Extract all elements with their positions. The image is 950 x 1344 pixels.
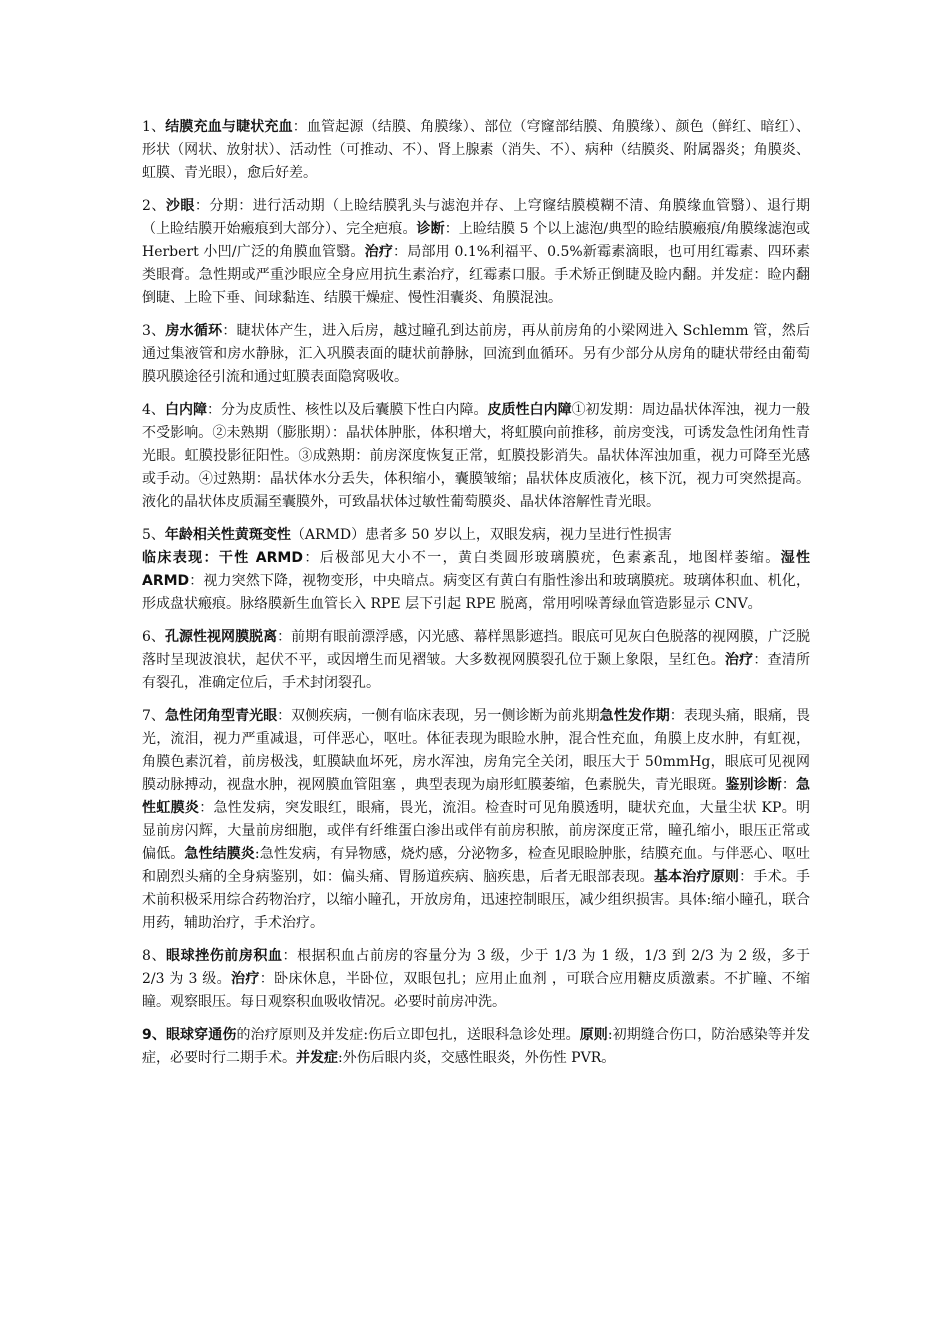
section-paragraph-7 — [142, 705, 810, 935]
body-text: 4、 — [142, 402, 165, 418]
body-text: 的治疗原则及并发症:伤后立即包扎，送眼科急诊处理。 — [236, 1027, 580, 1043]
body-text: ：前期有眼前漂浮感，闪光感、幕样黑影遮挡。眼底可见灰白色脱落的视网膜，广泛脱落时呈现波浪状，起伏不平，或因增生而见褶皱。大多数视网膜裂孔位于颞上象限，呈红色。 — [142, 629, 810, 668]
bold-term: 结膜充血与睫状充血 — [165, 119, 293, 135]
section-paragraph-9 — [142, 1024, 810, 1070]
section-paragraph-6 — [142, 626, 810, 695]
bold-term: 治疗 — [724, 652, 754, 668]
bold-term: 孔源性视网膜脱离 — [164, 629, 278, 645]
body-text: ：手术。手术前积极采用综合药物治疗，以缩小瞳孔，开放房角，迅速控制眼压，减少组织损害。具体:缩小瞳孔，联合用药，辅助治疗，手术治疗。 — [142, 869, 811, 931]
bold-term: 原则 — [579, 1027, 608, 1043]
body-text: ：后极部见大小不一，黄白类圆形玻璃膜疣，色素紊乱，地图样萎缩。 — [302, 550, 781, 566]
body-text: 3、 — [142, 323, 166, 339]
bold-term: 白内障 — [164, 402, 208, 418]
bold-term: 治疗 — [230, 971, 260, 987]
bold-term: 眼球挫伤前房积血 — [166, 948, 283, 964]
body-text: 1、 — [142, 119, 166, 135]
bold-term: 临床表现：干性 ARMD — [142, 550, 303, 566]
bold-term: 沙眼 — [165, 198, 195, 214]
body-text: （ARMD）患者多 50 岁以上，双眼发病，视力呈进行性损害 — [290, 527, 672, 543]
body-text: :初期缝合伤口，防治感染等并发症，必要时行二期手术。 — [142, 1027, 811, 1066]
section-paragraph-4 — [142, 399, 810, 514]
body-text: 8、 — [142, 948, 167, 964]
bold-term: 急性发作期 — [599, 708, 670, 724]
bold-term: 治疗 — [364, 244, 394, 260]
body-text: ：血管起源（结膜、角膜缘）、部位（穹窿部结膜、角膜缘）、颜色（鲜红、暗红）、形状（网状、放射状）、活动性（可推动、不）、肾上腺素（消失、不）、病种（结膜炎、附属器炎；角膜炎、虹膜、青光眼），愈后好差。 — [142, 119, 810, 181]
section-paragraph-5 — [142, 524, 810, 616]
body-text: 7、 — [142, 708, 165, 724]
bold-term: 年龄相关性黄斑变性 — [164, 527, 291, 543]
body-text: ：局部用 0.1%利福平、0.5%新霉素滴眼，也可用红霉素、四环素类眼膏。急性期或严重沙眼应全身应用抗生素治疗，红霉素口服。手术矫正倒睫及睑内翻。并发症：睑内翻倒睫、上睑下垂、间球黏连、结膜干燥症、慢性泪囊炎、角膜混浊。 — [142, 244, 810, 306]
document-page — [142, 116, 810, 1080]
section-paragraph-1 — [142, 116, 810, 185]
body-text: :急性发病，有异物感，烧灼感，分泌物多，检查见眼睑肿胀，结膜充血。与伴恶心、呕吐和剧烈头痛的全身病鉴别，如：偏头痛、胃肠道疾病、脑疾患，后者无眼部表现。 — [142, 846, 811, 885]
section-paragraph-2 — [142, 195, 810, 310]
bold-term: 湿性 ARMD — [142, 550, 811, 589]
body-text: ：查清所有裂孔，准确定位后，手术封闭裂孔。 — [142, 652, 811, 691]
bold-term: 急性结膜炎 — [184, 846, 255, 862]
body-text: 2、 — [142, 198, 166, 214]
body-text: ： — [781, 777, 797, 793]
body-text: ①初发期：周边晶状体浑浊，视力一般不受影响。②未熟期（膨胀期）：晶状体肿胀，体积增大，将虹膜向前推移，前房变浅，可诱发急性闭角性青光眼。虹膜投影征阳性。③成熟期：前房深度恢复正常，虹膜投影消失。晶状体浑浊加重，视力可降至光感或手动。④过熟期：晶状体水分丢失，体积缩小，囊膜皱缩；晶状体皮质液化，核下沉，视力可突然提高。液化的晶状体皮质漏至囊膜外，可致晶状体过敏性葡萄膜炎、晶状体溶解性青光眼。 — [142, 402, 811, 510]
body-text: ：根据积血占前房的容量分为 3 级，少于 1/3 为 1 级，1/3 到 2/3 为 2 级，多于 2/3 为 3 级。 — [142, 948, 810, 987]
section-paragraph-3 — [142, 320, 810, 389]
body-text: ：分为皮质性、核性以及后囊膜下性白内障。 — [207, 402, 488, 418]
bold-term: 急性闭角型青光眼 — [164, 708, 278, 724]
bold-term: 并发症 — [296, 1050, 338, 1066]
body-text: ：睫状体产生，进入后房，越过瞳孔到达前房，再从前房角的小梁网进入 Schlemm 管，然后通过集液管和房水静脉，汇入巩膜表面的睫状前静脉，回流到血循环。另有少部分从房角的睫状带经由葡萄膜巩膜途径引流和通过虹膜表面隐窝吸收。 — [142, 323, 810, 385]
body-text: ：视力突然下降，视物变形，中央暗点。病变区有黄白有脂性渗出和玻璃膜疣。玻璃体积血、机化，形成盘状瘢痕。脉络膜新生血管长入 RPE 层下引起 RPE 脱离，常用吲哚菁绿血管造影显示 CNV。 — [142, 573, 810, 612]
bold-term: 鉴别诊断 — [725, 777, 782, 793]
bold-term: 皮质性白内障 — [487, 402, 572, 418]
body-text: ：急性发病，突发眼红，眼痛，畏光，流泪。检查时可见角膜透明，睫状充血，大量尘状 KP。明显前房闪辉，大量前房细胞，或伴有纤维蛋白渗出或伴有前房积脓，前房深度正常，瞳孔缩小，眼压正常或偏低。 — [142, 800, 811, 862]
body-text: ：双侧疾病，一侧有临床表现，另一侧诊断为前兆期 — [277, 708, 600, 724]
bold-term: 急性虹膜炎 — [142, 777, 811, 816]
body-text: 6、 — [142, 629, 165, 645]
body-text: :外伤后眼内炎，交感性眼炎，外伤性 PVR。 — [338, 1050, 616, 1066]
body-text: ：分期：进行活动期（上睑结膜乳头与滤泡并存、上穹窿结膜模糊不清、角膜缘血管翳）、退行期（上睑结膜开始瘢痕到大部分）、完全疤痕。 — [142, 198, 810, 237]
bold-term: 诊断 — [416, 221, 445, 237]
body-text: ：上睑结膜 5 个以上滤泡/典型的睑结膜瘢痕/角膜缘滤泡或 Herbert 小凹/广泛的角膜血管翳。 — [142, 221, 810, 260]
bold-term: 9、眼球穿通伤 — [142, 1027, 237, 1043]
body-text: ：卧床休息，半卧位，双眼包扎；应用止血剂 ，可联合应用糖皮质激素。不扩瞳、不缩瞳。观察眼压。每日观察积血吸收情况。必要时前房冲洗。 — [142, 971, 811, 1010]
body-text: ：表现头痛，眼痛，畏光，流泪，视力严重减退，可伴恶心，呕吐。体征表现为眼睑水肿，混合性充血，角膜上皮水肿，有虹视，角膜色素沉着，前房极浅，虹膜缺血坏死，房水浑浊，房角完全关闭，眼压大于 50mmHg，眼底可见视网膜动脉搏动，视盘水肿，视网膜血管阻塞 ，典型表现为扇形虹膜萎缩，色素脱失，青光眼斑。 — [142, 708, 811, 793]
bold-term: 基本治疗原则 — [653, 869, 740, 885]
section-paragraph-8 — [142, 945, 810, 1014]
bold-term: 房水循环 — [165, 323, 223, 339]
body-text: 5、 — [142, 527, 165, 543]
